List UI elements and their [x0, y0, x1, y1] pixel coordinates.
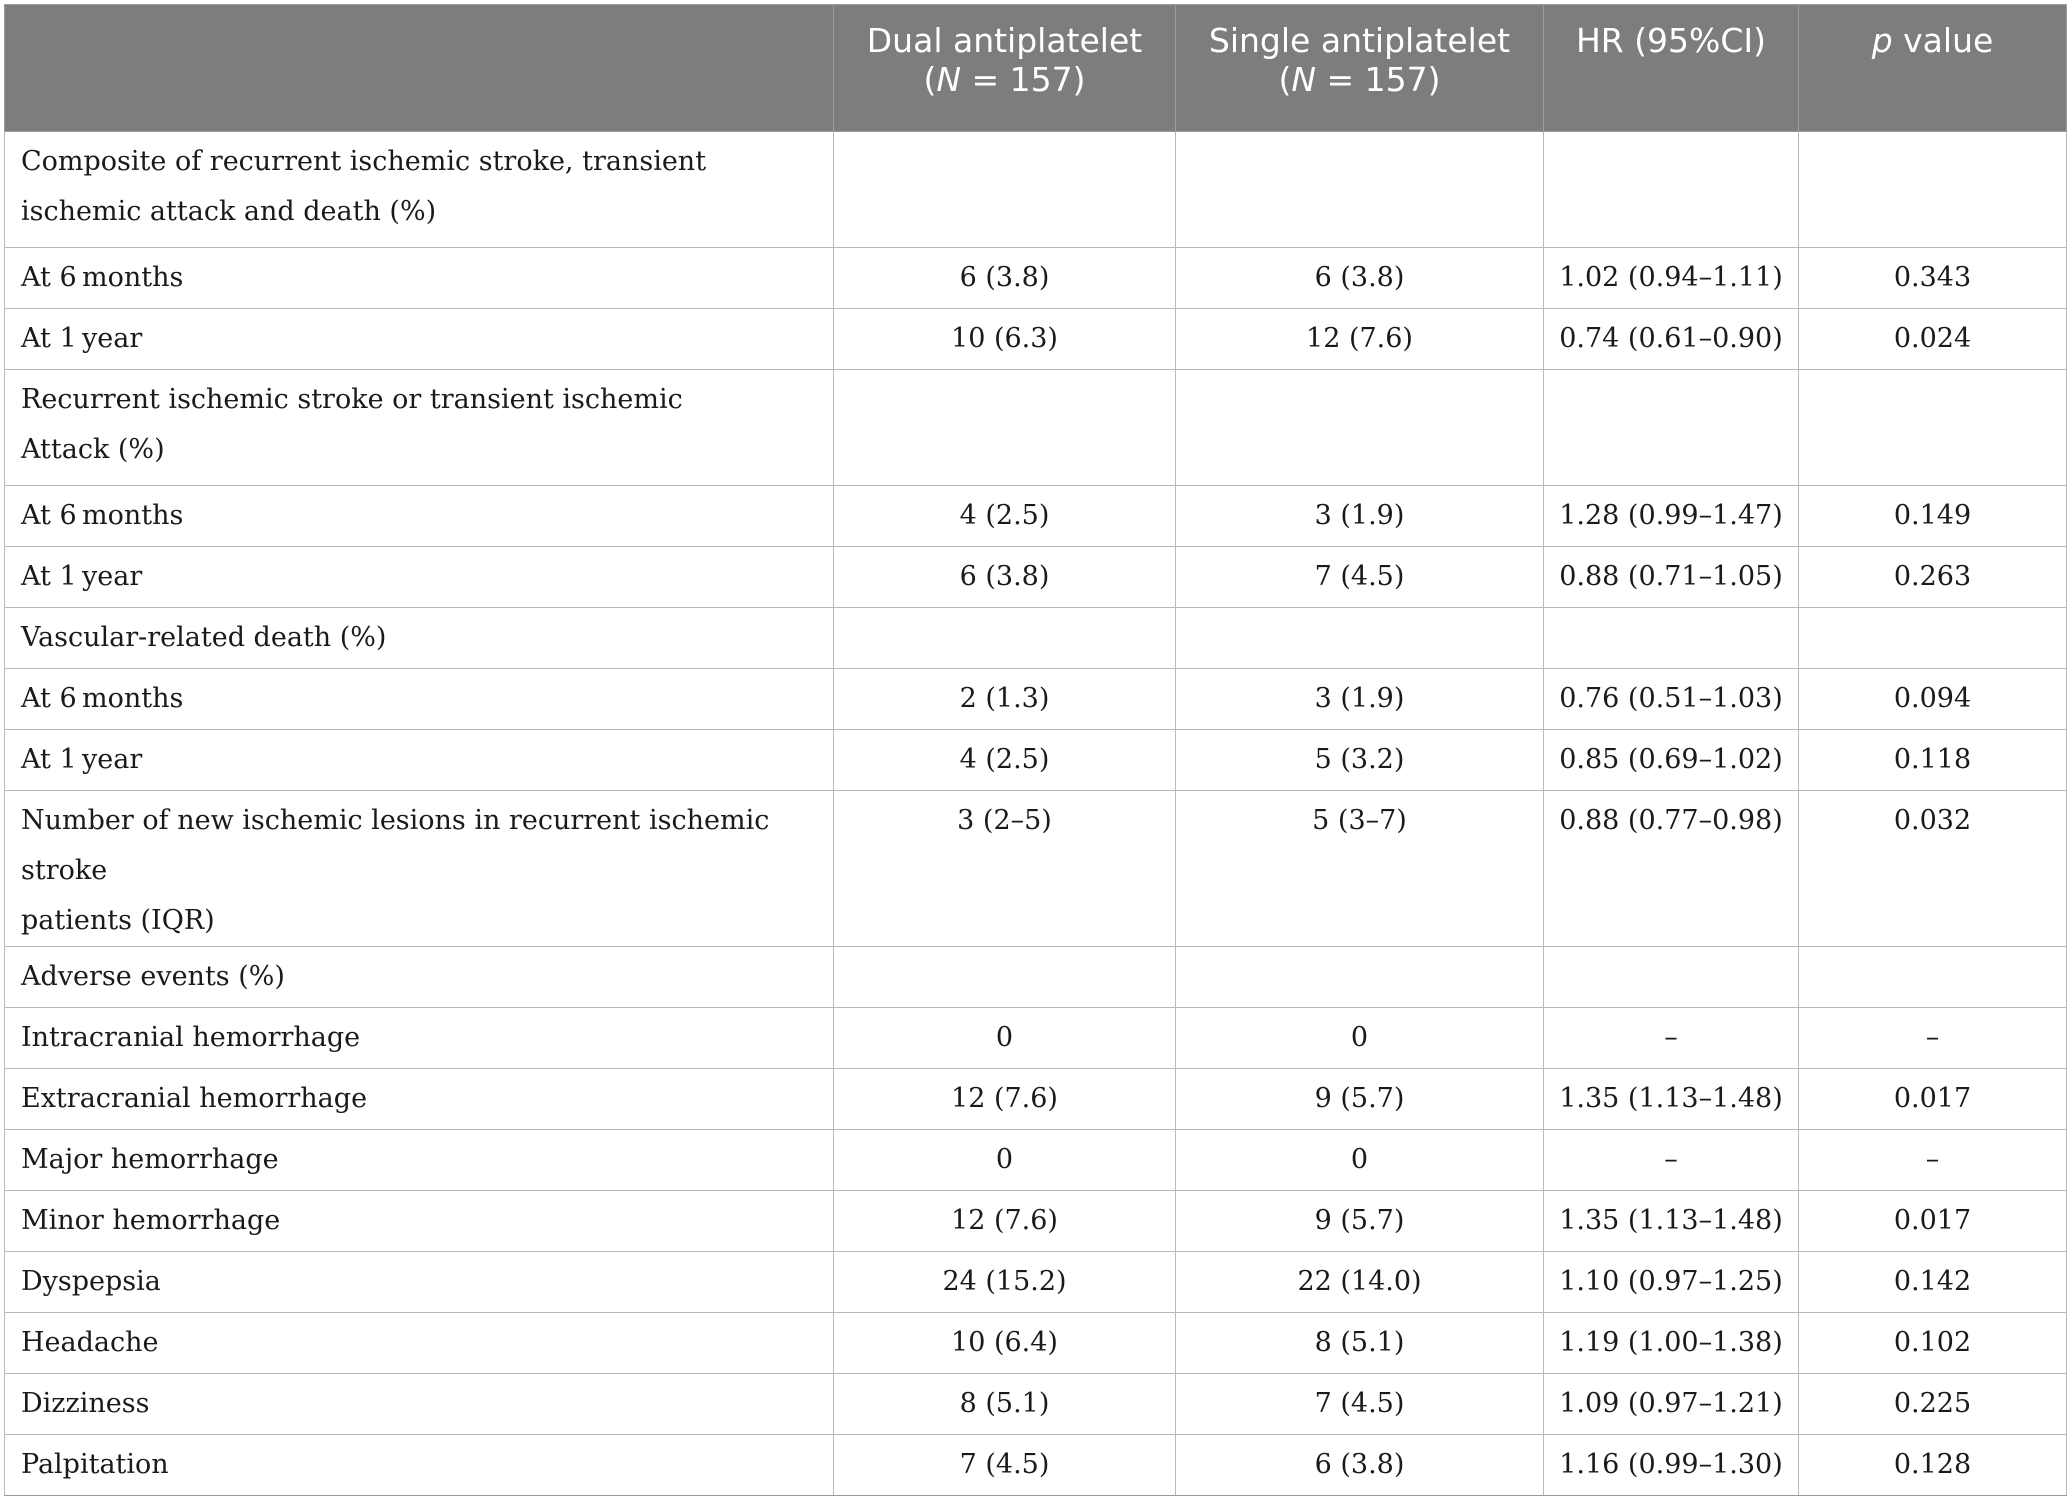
cell-dual: 10 (6.3)	[834, 309, 1176, 370]
header-dual-n	[923, 60, 1085, 99]
cell-single: 7 (4.5)	[1176, 1374, 1544, 1435]
cell-single	[1176, 608, 1544, 669]
cell-p: 0.032	[1799, 791, 2067, 947]
row-label: At 6 months	[5, 248, 834, 309]
table-row	[5, 1435, 2067, 1496]
row-label	[5, 132, 834, 248]
row-label	[5, 370, 834, 486]
cell-dual	[834, 132, 1176, 248]
row-label: Dyspepsia	[5, 1252, 834, 1313]
cell-single	[1176, 370, 1544, 486]
cell-dual: 6 (3.8)	[834, 248, 1176, 309]
cell-single: 3 (1.9)	[1176, 669, 1544, 730]
cell-single: 9 (5.7)	[1176, 1191, 1544, 1252]
row-label: Extracranial hemorrhage	[5, 1069, 834, 1130]
row-label: Dizziness	[5, 1374, 834, 1435]
row-label: Intracranial hemorrhage	[5, 1008, 834, 1069]
row-label: At 1 year	[5, 730, 834, 791]
row-label-line: patients (IQR)	[21, 905, 215, 936]
header-dual-title: Dual antiplatelet	[866, 21, 1143, 60]
cell-hr: –	[1544, 1130, 1799, 1191]
cell-hr: –	[1544, 1008, 1799, 1069]
header-row	[5, 5, 2067, 132]
row-label: Adverse events (%)	[5, 947, 834, 1008]
row-label: At 6 months	[5, 486, 834, 547]
row-label: Major hemorrhage	[5, 1130, 834, 1191]
cell-single	[1176, 947, 1544, 1008]
cell-dual: 10 (6.4)	[834, 1313, 1176, 1374]
row-label: Vascular-related death (%)	[5, 608, 834, 669]
cell-p: 0.149	[1799, 486, 2067, 547]
row-label-line: Attack (%)	[21, 434, 165, 465]
header-dual-n-value: = 157)	[961, 60, 1086, 99]
cell-p	[1799, 608, 2067, 669]
header-cell-single	[1176, 5, 1544, 132]
row-label-line: Recurrent ischemic stroke or transient ischemic	[21, 384, 683, 415]
header-p-rest: value	[1892, 21, 1994, 60]
cell-p	[1799, 947, 2067, 1008]
row-label: Palpitation	[5, 1435, 834, 1496]
cell-dual: 8 (5.1)	[834, 1374, 1176, 1435]
table-row	[5, 669, 2067, 730]
row-label	[5, 791, 834, 947]
cell-p	[1799, 370, 2067, 486]
cell-dual: 0	[834, 1008, 1176, 1069]
row-label: Headache	[5, 1313, 834, 1374]
cell-single: 0	[1176, 1130, 1544, 1191]
cell-dual: 6 (3.8)	[834, 547, 1176, 608]
cell-dual	[834, 608, 1176, 669]
cell-single: 9 (5.7)	[1176, 1069, 1544, 1130]
cell-hr	[1544, 132, 1799, 248]
cell-hr: 1.09 (0.97–1.21)	[1544, 1374, 1799, 1435]
row-label-line: Composite of recurrent ischemic stroke, transient	[21, 146, 707, 177]
cell-hr	[1544, 370, 1799, 486]
cell-dual: 7 (4.5)	[834, 1435, 1176, 1496]
table-row	[5, 486, 2067, 547]
table-row	[5, 791, 2067, 947]
table-row	[5, 1130, 2067, 1191]
cell-hr: 1.16 (0.99–1.30)	[1544, 1435, 1799, 1496]
table-row	[5, 947, 2067, 1008]
cell-hr: 0.76 (0.51–1.03)	[1544, 669, 1799, 730]
cell-dual	[834, 947, 1176, 1008]
cell-dual: 12 (7.6)	[834, 1069, 1176, 1130]
header-cell-p	[1799, 5, 2067, 132]
cell-dual: 3 (2–5)	[834, 791, 1176, 947]
cell-single: 12 (7.6)	[1176, 309, 1544, 370]
row-label-line: Number of new ischemic lesions in recurrent ischemic stroke	[21, 805, 770, 886]
cell-hr: 0.88 (0.77–0.98)	[1544, 791, 1799, 947]
row-label-line: ischemic attack and death (%)	[21, 196, 437, 227]
table-row	[5, 1313, 2067, 1374]
cell-dual: 4 (2.5)	[834, 486, 1176, 547]
header-single-n-symbol: N	[1291, 60, 1317, 99]
table-row	[5, 547, 2067, 608]
results-table	[4, 4, 2067, 1496]
cell-p	[1799, 132, 2067, 248]
cell-hr: 1.35 (1.13–1.48)	[1544, 1191, 1799, 1252]
header-dual-n-symbol: N	[936, 60, 962, 99]
header-dual-n-open: (	[923, 60, 937, 99]
cell-single: 22 (14.0)	[1176, 1252, 1544, 1313]
cell-dual	[834, 370, 1176, 486]
table-row	[5, 1008, 2067, 1069]
cell-single: 5 (3.2)	[1176, 730, 1544, 791]
cell-single: 0	[1176, 1008, 1544, 1069]
table-row	[5, 248, 2067, 309]
cell-hr: 1.10 (0.97–1.25)	[1544, 1252, 1799, 1313]
cell-p: 0.263	[1799, 547, 2067, 608]
table-row	[5, 1069, 2067, 1130]
cell-p: 0.024	[1799, 309, 2067, 370]
cell-single: 3 (1.9)	[1176, 486, 1544, 547]
table-row	[5, 1191, 2067, 1252]
cell-p: 0.102	[1799, 1313, 2067, 1374]
cell-hr: 1.19 (1.00–1.38)	[1544, 1313, 1799, 1374]
table-body	[5, 132, 2067, 1496]
cell-hr: 0.88 (0.71–1.05)	[1544, 547, 1799, 608]
header-cell-dual	[834, 5, 1176, 132]
cell-hr: 0.85 (0.69–1.02)	[1544, 730, 1799, 791]
cell-dual: 12 (7.6)	[834, 1191, 1176, 1252]
cell-single: 6 (3.8)	[1176, 248, 1544, 309]
row-label: At 6 months	[5, 669, 834, 730]
cell-single: 5 (3–7)	[1176, 791, 1544, 947]
cell-hr	[1544, 947, 1799, 1008]
cell-single: 6 (3.8)	[1176, 1435, 1544, 1496]
table-row	[5, 608, 2067, 669]
cell-p: –	[1799, 1130, 2067, 1191]
cell-p: 0.094	[1799, 669, 2067, 730]
table-row	[5, 132, 2067, 248]
cell-hr: 1.35 (1.13–1.48)	[1544, 1069, 1799, 1130]
row-label: At 1 year	[5, 547, 834, 608]
table-row	[5, 730, 2067, 791]
header-single-title: Single antiplatelet	[1208, 21, 1511, 60]
cell-single	[1176, 132, 1544, 248]
cell-dual: 4 (2.5)	[834, 730, 1176, 791]
cell-p: 0.128	[1799, 1435, 2067, 1496]
row-label: At 1 year	[5, 309, 834, 370]
header-cell-label	[5, 5, 834, 132]
header-single-n-open: (	[1278, 60, 1292, 99]
cell-dual: 0	[834, 1130, 1176, 1191]
header-single-n	[1278, 60, 1440, 99]
cell-hr: 1.02 (0.94–1.11)	[1544, 248, 1799, 309]
cell-p: 0.142	[1799, 1252, 2067, 1313]
table-row	[5, 309, 2067, 370]
cell-single: 7 (4.5)	[1176, 547, 1544, 608]
table-row	[5, 370, 2067, 486]
cell-p: –	[1799, 1008, 2067, 1069]
cell-dual: 2 (1.3)	[834, 669, 1176, 730]
cell-p: 0.225	[1799, 1374, 2067, 1435]
table-row	[5, 1252, 2067, 1313]
header-cell-hr: HR (95%CI)	[1544, 5, 1799, 132]
cell-hr	[1544, 608, 1799, 669]
header-p-symbol: p	[1871, 21, 1893, 60]
cell-hr: 1.28 (0.99–1.47)	[1544, 486, 1799, 547]
cell-p: 0.017	[1799, 1069, 2067, 1130]
cell-single: 8 (5.1)	[1176, 1313, 1544, 1374]
cell-p: 0.017	[1799, 1191, 2067, 1252]
cell-p: 0.118	[1799, 730, 2067, 791]
results-table-container	[4, 4, 2066, 1496]
row-label: Minor hemorrhage	[5, 1191, 834, 1252]
cell-dual: 24 (15.2)	[834, 1252, 1176, 1313]
table-row	[5, 1374, 2067, 1435]
cell-hr: 0.74 (0.61–0.90)	[1544, 309, 1799, 370]
cell-p: 0.343	[1799, 248, 2067, 309]
header-single-n-value: = 157)	[1316, 60, 1441, 99]
